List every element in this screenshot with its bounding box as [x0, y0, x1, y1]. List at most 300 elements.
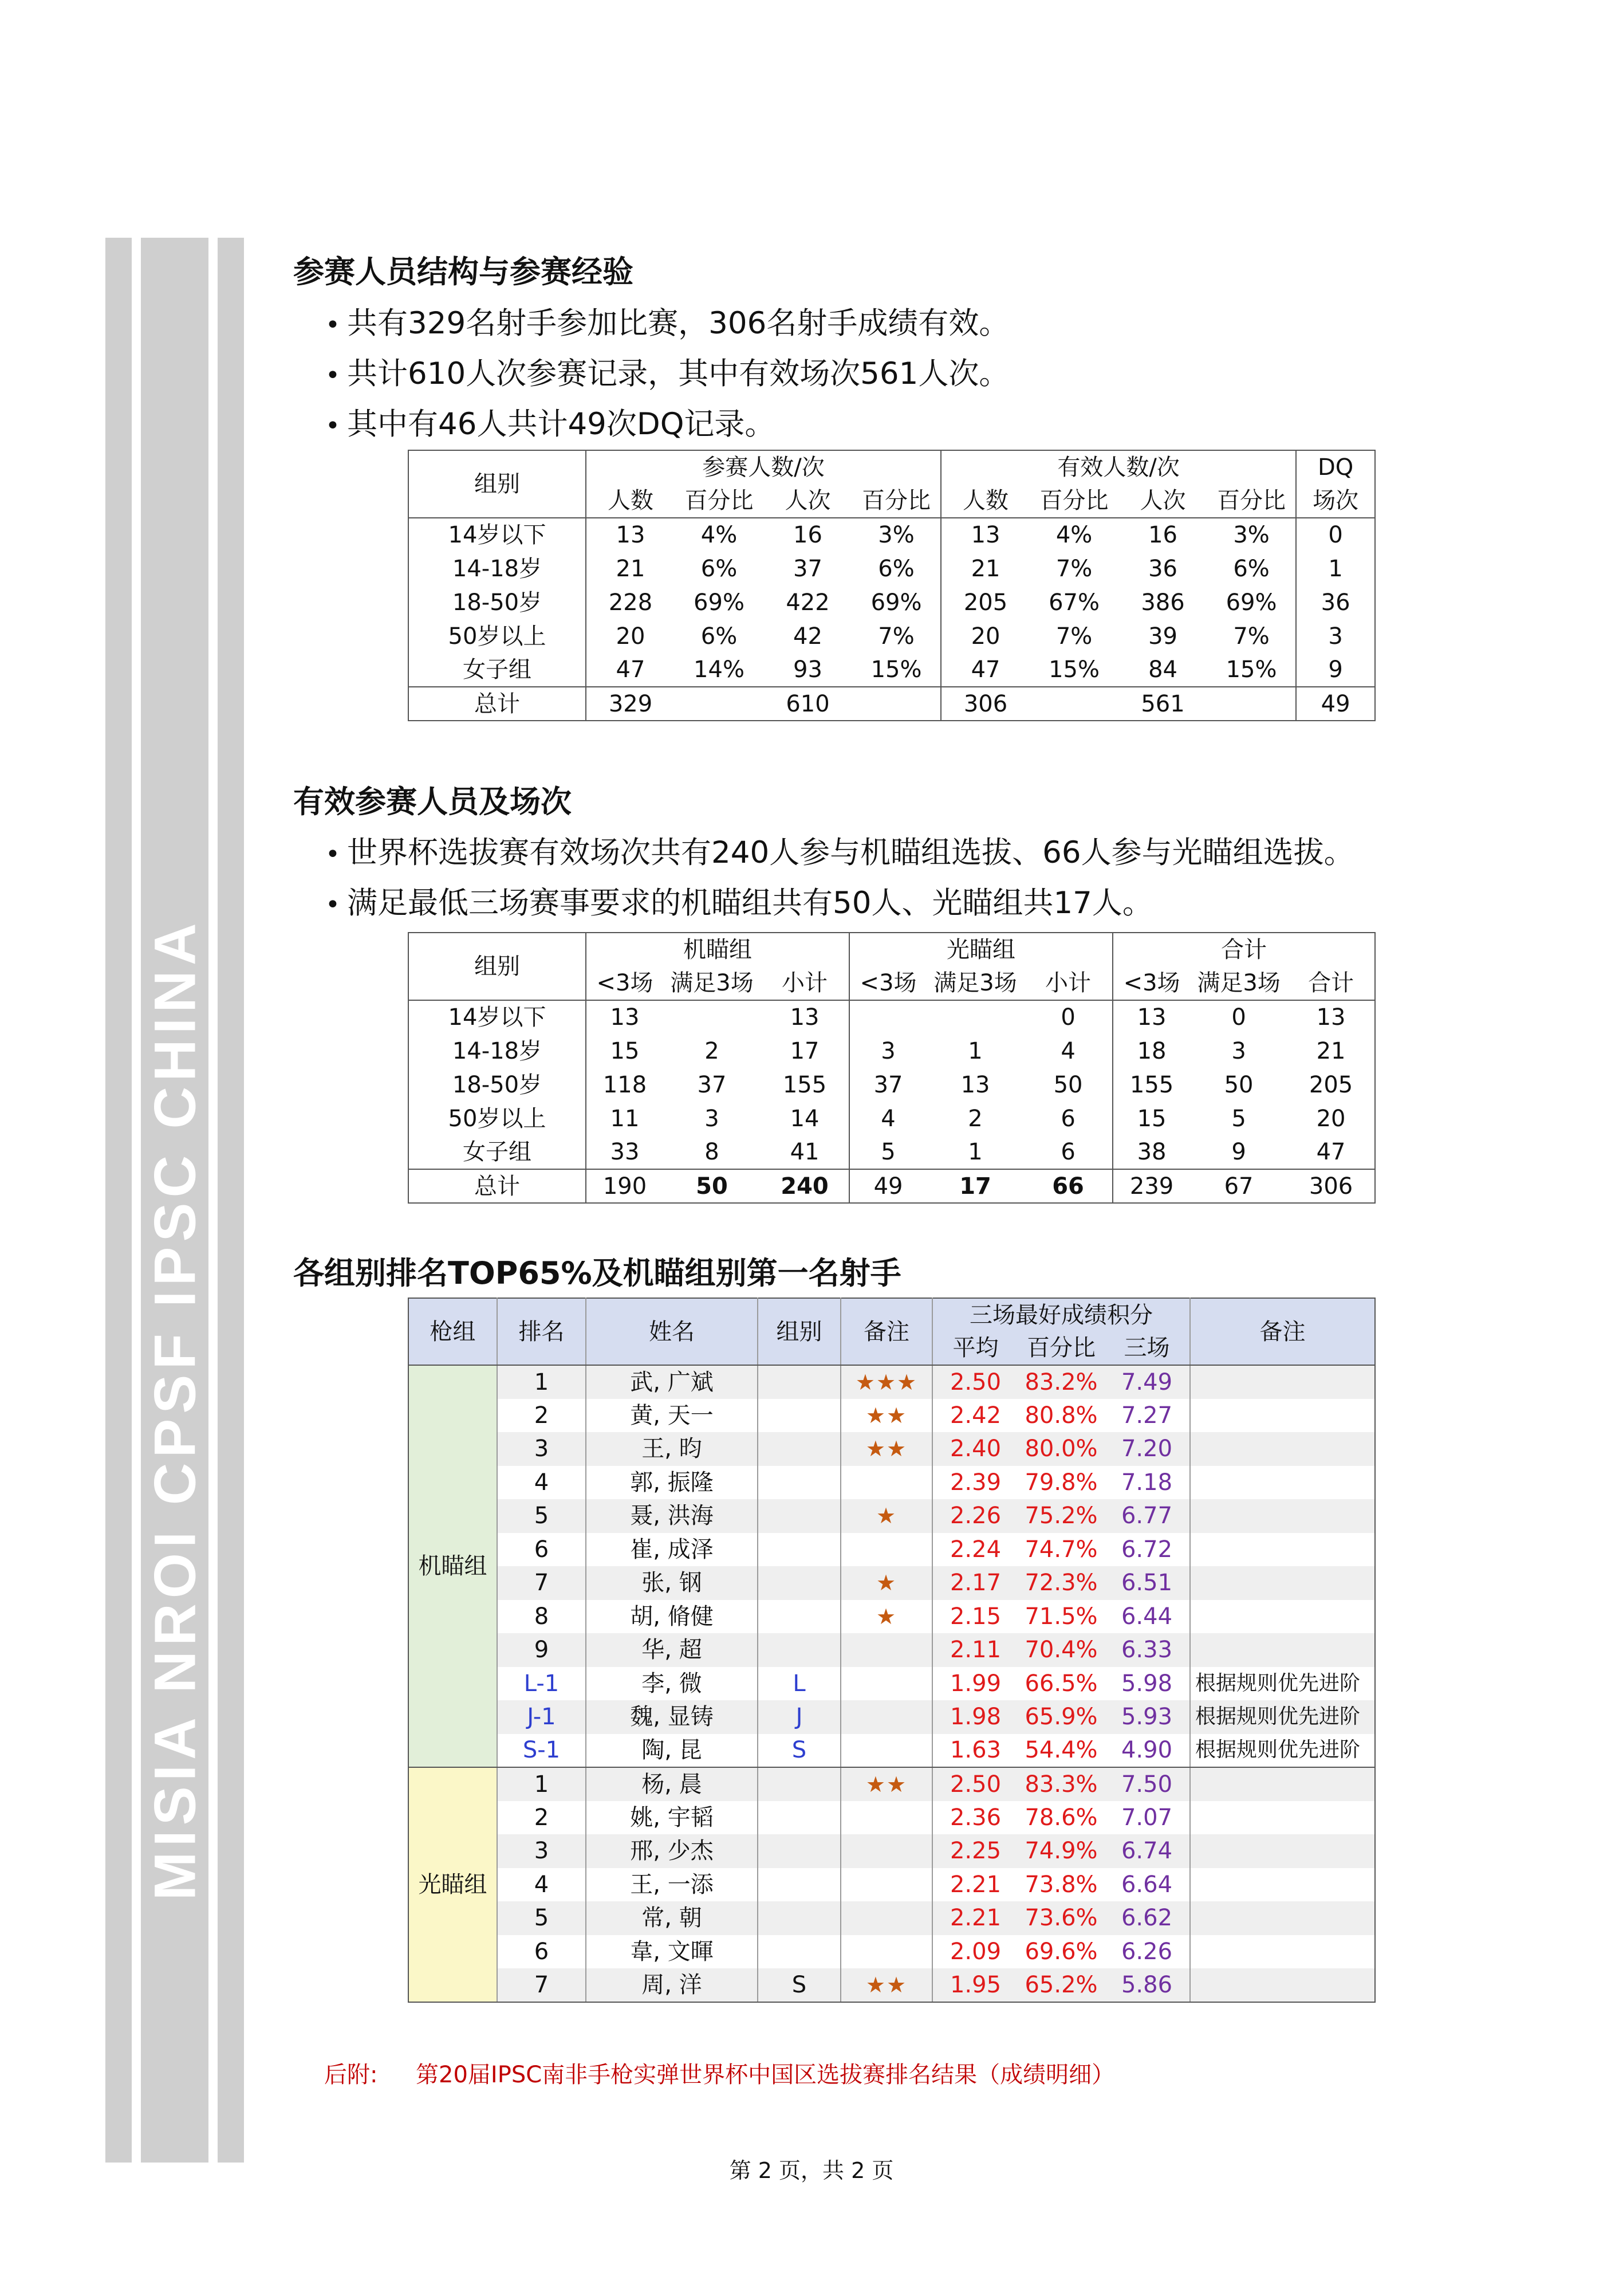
note-cell [1190, 1499, 1375, 1533]
rank-cell: 4 [497, 1868, 586, 1902]
table-cell: 15 [1113, 1102, 1190, 1135]
table-cell: 38 [1113, 1135, 1190, 1169]
table-row [408, 1834, 1375, 1868]
table-cell: 155 [782, 1071, 827, 1098]
shooter-name: 华, 超 [586, 1633, 758, 1667]
header-sum: 合计 [1113, 933, 1375, 966]
row-label: 18-50岁 [452, 1071, 542, 1098]
star-rating-icon [841, 1801, 932, 1835]
total-cell: 306 [1309, 1173, 1353, 1200]
shooter-name: 张, 钢 [586, 1566, 758, 1600]
table-cell: 15% [1049, 656, 1100, 683]
note-cell [1190, 1533, 1375, 1567]
three-score: 5.98 [1121, 1670, 1173, 1697]
three-score: 7.50 [1104, 1767, 1190, 1801]
table-cell: 3 [1296, 619, 1375, 653]
star-rating-icon [841, 1667, 932, 1701]
table-row [408, 518, 1375, 552]
row-label: 50岁以上 [448, 1105, 546, 1132]
shooter-name: 崔, 成泽 [586, 1533, 758, 1567]
avg-score: 2.15 [932, 1600, 1018, 1634]
table-cell: 15% [870, 656, 922, 683]
table-cell: 3 [1231, 1037, 1246, 1064]
table-row [408, 1399, 1375, 1433]
category-cell [758, 1834, 841, 1868]
table-cell [849, 1000, 927, 1034]
bullet-item [325, 400, 1009, 450]
table-cell: 37 [697, 1071, 727, 1098]
note-cell [1190, 1633, 1375, 1667]
table-cell: 13 [586, 518, 675, 552]
row-label: 14-18岁 [452, 555, 542, 582]
table-cell: 8 [704, 1139, 719, 1165]
total-cell: 561 [1141, 690, 1185, 717]
table-row [408, 1600, 1375, 1634]
table-cell: 4% [1055, 522, 1093, 548]
subheader: 人数 [941, 484, 1030, 518]
avg-score: 2.17 [932, 1566, 1018, 1600]
table-row [408, 1566, 1375, 1600]
table-row [408, 1499, 1375, 1533]
table-cell: 20 [586, 619, 675, 653]
total-cell: 17 [959, 1173, 991, 1200]
table-cell: 13 [790, 1004, 820, 1031]
ranking-table [408, 1298, 1376, 2003]
row-label: 14岁以下 [448, 1004, 546, 1031]
bullet-icon: • [325, 310, 340, 340]
table-cell: 50 [1053, 1071, 1083, 1098]
note-cell: 根据规则优先进阶 [1190, 1700, 1375, 1734]
table-cell: 15 [586, 1034, 663, 1068]
table-cell: 0 [1061, 1004, 1076, 1031]
table-cell: 42 [793, 623, 822, 650]
bullet-icon: • [325, 361, 340, 390]
subheader: 合计 [1287, 966, 1375, 1000]
pct-score: 83.2% [1018, 1365, 1104, 1399]
total-cell: 239 [1113, 1169, 1190, 1203]
avg-score: 2.42 [932, 1399, 1018, 1433]
table-cell: 33 [586, 1135, 663, 1169]
bullet-item [325, 349, 1009, 400]
header-dq-sub: 场次 [1296, 484, 1375, 518]
appendix-label: 后附: [324, 2062, 378, 2088]
table-cell: 4 [849, 1102, 927, 1135]
table-cell: 50 [1224, 1071, 1254, 1098]
table-cell: 118 [586, 1068, 663, 1102]
three-score: 6.62 [1104, 1901, 1190, 1935]
pct-score: 73.6% [1018, 1901, 1104, 1935]
subheader: 百分比 [852, 484, 941, 518]
subheader: <3场 [1113, 966, 1190, 1000]
table-cell: 7% [1233, 623, 1270, 650]
star-rating-icon: ★★ [841, 1767, 932, 1801]
shooter-name: 常, 朝 [586, 1901, 758, 1935]
bullet-text: 共有329名射手参加比赛，306名射手成绩有效。 [347, 306, 1010, 341]
table-cell: 155 [1113, 1068, 1190, 1102]
three-score: 7.07 [1121, 1804, 1173, 1831]
table-row [408, 1068, 1375, 1102]
table-cell: 16 [793, 522, 822, 548]
shooter-name: 王, 昀 [586, 1432, 758, 1466]
table-cell: 47 [1316, 1139, 1346, 1165]
category-cell [758, 1466, 841, 1500]
header-avg: 平均 [932, 1332, 1018, 1366]
three-score: 6.26 [1121, 1938, 1173, 1965]
bullet-text: 其中有46人共计49次DQ记录。 [347, 407, 775, 442]
table-cell: 36 [1296, 585, 1375, 619]
avg-score: 2.39 [932, 1466, 1018, 1500]
shooter-name: 黄, 天一 [586, 1399, 758, 1433]
shooter-name: 聂, 洪海 [586, 1499, 758, 1533]
table-cell: 6 [1061, 1105, 1076, 1132]
pct-score: 70.4% [1018, 1633, 1104, 1667]
note-cell [1190, 1868, 1375, 1902]
header-group: 组别 [408, 933, 586, 1000]
table-cell: 4 [1061, 1037, 1076, 1064]
note-cell [1190, 1935, 1375, 1969]
table-cell: 67% [1049, 589, 1100, 616]
shooter-name: 李, 微 [586, 1667, 758, 1701]
shooter-name: 郭, 振隆 [586, 1466, 758, 1500]
avg-score: 2.40 [932, 1432, 1018, 1466]
category-cell [758, 1432, 841, 1466]
subheader: 人次 [763, 484, 852, 518]
category-cell: S [758, 1734, 841, 1768]
table-cell: 2 [968, 1105, 983, 1132]
table-cell: 7% [878, 623, 915, 650]
pct-score: 65.9% [1018, 1700, 1104, 1734]
total-cell: 610 [786, 690, 830, 717]
shooter-name: 韋, 文暉 [586, 1935, 758, 1969]
table-cell: 205 [1309, 1071, 1353, 1098]
section3-title: 各组别排名TOP65%及机瞄组别第一名射手 [293, 1255, 901, 1291]
table-row [408, 1365, 1375, 1399]
table-row [408, 1801, 1375, 1835]
table-cell: 6% [878, 555, 915, 582]
pct-score: 75.2% [1018, 1499, 1104, 1533]
pct-score: 54.4% [1018, 1734, 1104, 1768]
table-row [408, 1734, 1375, 1768]
sidebar-vertical-label: MISIA NROI CPSF IPSC CHINA [142, 918, 208, 1901]
note-cell [1190, 1801, 1375, 1835]
row-label: 女子组 [463, 1139, 531, 1165]
table-cell: 21 [941, 552, 1030, 585]
shooter-name: 魏, 显铸 [586, 1700, 758, 1734]
table-cell: 84 [1148, 656, 1177, 683]
table-cell: 15% [1226, 656, 1277, 683]
table-cell: 3 [849, 1034, 927, 1068]
three-score: 5.86 [1104, 1968, 1190, 2002]
total-cell: 67 [1224, 1173, 1254, 1200]
total-cell: 49 [849, 1169, 927, 1203]
row-label: 50岁以上 [448, 623, 546, 650]
rank-cell: 7 [497, 1968, 586, 2002]
header-name: 姓名 [586, 1298, 758, 1365]
participants-table [408, 450, 1376, 721]
table-cell: 20 [1316, 1105, 1346, 1132]
division-label: 机瞄组 [408, 1365, 497, 1767]
table-cell: 37 [793, 555, 822, 582]
table-cell: 6% [700, 623, 738, 650]
avg-score: 2.09 [932, 1935, 1018, 1969]
subheader: 人数 [586, 484, 675, 518]
note-cell [1190, 1432, 1375, 1466]
table-cell: 36 [1148, 555, 1177, 582]
three-score: 7.18 [1121, 1469, 1173, 1496]
rank-cell: 8 [497, 1600, 586, 1634]
three-score: 6.51 [1104, 1566, 1190, 1600]
page-footer: 第 2 页，共 2 页 [729, 2158, 894, 2183]
category-cell [758, 1566, 841, 1600]
rank-cell: 2 [497, 1399, 586, 1433]
subheader: <3场 [849, 966, 927, 1000]
note-cell [1190, 1968, 1375, 2002]
star-rating-icon [841, 1901, 932, 1935]
table-row [408, 1432, 1375, 1466]
rank-cell: 6 [497, 1533, 586, 1567]
table-cell: 93 [793, 656, 822, 683]
table-cell: 4% [700, 522, 738, 548]
star-rating-icon: ★★★ [841, 1365, 932, 1399]
pct-score: 80.8% [1025, 1402, 1098, 1429]
subheader: 百分比 [1207, 484, 1296, 518]
star-rating-icon [841, 1466, 932, 1500]
rank-cell: L-1 [497, 1667, 586, 1701]
star-rating-icon: ★ [841, 1600, 932, 1634]
participants-table-body [408, 518, 1375, 687]
total-cell: 50 [696, 1173, 728, 1200]
bullet-text: 满足最低三场赛事要求的机瞄组共有50人、光瞄组共17人。 [347, 886, 1153, 921]
shooter-name: 武, 广斌 [586, 1365, 758, 1399]
subheader: 百分比 [675, 484, 763, 518]
table-cell: 1 [968, 1139, 983, 1165]
table-cell: 14 [790, 1105, 820, 1132]
header-best3: 三场最好成绩积分 [932, 1298, 1190, 1332]
table-cell: 17 [790, 1037, 820, 1064]
category-cell [758, 1767, 841, 1801]
table-cell: 16 [1148, 522, 1177, 548]
pct-score: 72.3% [1018, 1566, 1104, 1600]
table-row [408, 1767, 1375, 1801]
header-entered: 参赛人数/次 [586, 450, 941, 484]
row-label: 女子组 [463, 656, 531, 683]
sidebar-bar-left [105, 238, 132, 2163]
three-score: 7.20 [1104, 1432, 1190, 1466]
category-cell [758, 1365, 841, 1399]
table-cell: 11 [586, 1102, 663, 1135]
star-rating-icon [841, 1734, 932, 1768]
subheader: 满足3场 [1190, 966, 1287, 1000]
table-cell: 69% [694, 589, 744, 616]
avg-score: 2.26 [932, 1499, 1018, 1533]
table-cell: 6% [1233, 555, 1270, 582]
star-rating-icon: ★★ [841, 1968, 932, 2002]
subheader: 小计 [761, 966, 849, 1000]
star-rating-icon [841, 1868, 932, 1902]
category-cell [758, 1801, 841, 1835]
header-category: 组别 [758, 1298, 841, 1365]
pct-score: 65.2% [1018, 1968, 1104, 2002]
header-remark: 备注 [841, 1298, 932, 1365]
table-row [408, 1935, 1375, 1969]
total-label: 总计 [474, 1173, 520, 1200]
section2-bullets [325, 828, 1354, 929]
total-cell: 190 [586, 1169, 663, 1203]
table-cell: 13 [941, 518, 1030, 552]
note-cell [1190, 1365, 1375, 1399]
table-cell: 20 [941, 619, 1030, 653]
rank-cell: 5 [497, 1499, 586, 1533]
total-label: 总计 [474, 690, 520, 717]
sidebar-vertical-text [142, 828, 208, 1991]
rank-cell: J-1 [497, 1700, 586, 1734]
sidebar-bar-right [218, 238, 244, 2163]
note-cell [1190, 1767, 1375, 1801]
table-row [408, 1633, 1375, 1667]
table-row [408, 585, 1375, 619]
category-cell [758, 1935, 841, 1969]
category-cell: S [758, 1968, 841, 2002]
table-cell: 3% [1233, 522, 1270, 548]
table-row [408, 1533, 1375, 1567]
row-label: 14岁以下 [448, 522, 546, 548]
table-row [408, 1868, 1375, 1902]
category-cell: J [758, 1700, 841, 1734]
rank-cell: 9 [497, 1633, 586, 1667]
header-opt: 光瞄组 [849, 933, 1113, 966]
category-cell [758, 1399, 841, 1433]
category-cell [758, 1868, 841, 1902]
avg-score: 2.36 [932, 1801, 1018, 1835]
header-three: 三场 [1104, 1332, 1190, 1366]
ranking-optical-body [408, 1767, 1375, 2002]
subheader: 满足3场 [663, 966, 761, 1000]
avg-score: 2.21 [932, 1868, 1018, 1902]
table-cell: 21 [586, 552, 675, 585]
star-rating-icon: ★ [841, 1566, 932, 1600]
avg-score: 1.63 [932, 1734, 1018, 1768]
rank-cell: 6 [497, 1935, 586, 1969]
pct-score: 74.9% [1018, 1834, 1104, 1868]
header-valid: 有效人数/次 [941, 450, 1296, 484]
avg-score: 2.25 [932, 1834, 1018, 1868]
table-cell: 422 [786, 589, 830, 616]
table-row [408, 653, 1375, 687]
rank-cell: 1 [497, 1365, 586, 1399]
section1-title: 参赛人员结构与参赛经验 [293, 254, 633, 290]
avg-score: 2.50 [932, 1365, 1018, 1399]
avg-score: 1.95 [932, 1968, 1018, 2002]
pct-score: 69.6% [1025, 1938, 1098, 1965]
three-score: 4.90 [1104, 1734, 1190, 1768]
table-cell: 9 [1231, 1139, 1246, 1165]
total-cell: 240 [781, 1173, 829, 1200]
ranking-machine-body [408, 1365, 1375, 1767]
pct-score: 74.7% [1025, 1536, 1098, 1563]
table-cell [663, 1000, 761, 1034]
subheader: 小计 [1024, 966, 1113, 1000]
header-group: 组别 [408, 450, 586, 518]
appendix-link[interactable]: 第20届IPSC南非手枪实弹世界杯中国区选拔赛排名结果（成绩明细） [416, 2062, 1115, 2088]
header-dq: DQ [1296, 450, 1375, 484]
pct-score: 66.5% [1025, 1670, 1098, 1697]
bullet-icon: • [325, 840, 340, 869]
table-cell: 2 [704, 1037, 719, 1064]
note-cell [1190, 1399, 1375, 1433]
row-label: 18-50岁 [452, 589, 542, 616]
category-cell [758, 1633, 841, 1667]
star-rating-icon [841, 1633, 932, 1667]
note-cell [1190, 1600, 1375, 1634]
table-row [408, 1700, 1375, 1734]
table-cell: 0 [1231, 1004, 1246, 1031]
table-cell: 386 [1141, 589, 1185, 616]
table-row [408, 552, 1375, 585]
table-cell: 0 [1296, 518, 1375, 552]
three-score: 5.93 [1104, 1700, 1190, 1734]
table-row [408, 1901, 1375, 1935]
shooter-name: 王, 一添 [586, 1868, 758, 1902]
table-cell: 13 [1113, 1000, 1190, 1034]
table-row [408, 1466, 1375, 1500]
three-score: 6.72 [1121, 1536, 1173, 1563]
rank-cell: 3 [497, 1432, 586, 1466]
header-rank: 排名 [497, 1298, 586, 1365]
three-score: 7.49 [1104, 1365, 1190, 1399]
pct-score: 78.6% [1025, 1804, 1098, 1831]
rank-cell: 4 [497, 1466, 586, 1500]
table-cell: 9 [1296, 653, 1375, 687]
rank-cell: 5 [497, 1901, 586, 1935]
table-row [408, 1667, 1375, 1701]
note-cell [1190, 1466, 1375, 1500]
table-cell: 69% [1226, 589, 1277, 616]
table-cell: 39 [1148, 623, 1177, 650]
note-cell: 根据规则优先进阶 [1190, 1734, 1375, 1768]
pct-score: 73.8% [1025, 1871, 1098, 1898]
avg-score: 2.11 [932, 1633, 1018, 1667]
category-cell [758, 1533, 841, 1567]
bullet-item [325, 299, 1009, 349]
avg-score: 2.50 [932, 1767, 1018, 1801]
header-pct: 百分比 [1018, 1332, 1104, 1366]
three-score: 7.27 [1121, 1402, 1173, 1429]
note-cell [1190, 1834, 1375, 1868]
total-cell: 66 [1052, 1173, 1084, 1200]
valid-participants-table-body [408, 1000, 1375, 1169]
section2-title: 有效参赛人员及场次 [293, 784, 572, 820]
table-cell: 7% [1055, 555, 1093, 582]
header-note: 备注 [1190, 1298, 1375, 1365]
table-cell: 69% [870, 589, 922, 616]
table-cell: 7% [1055, 623, 1093, 650]
header-division: 枪组 [408, 1298, 497, 1365]
subheader: 人次 [1118, 484, 1207, 518]
shooter-name: 胡, 脩健 [586, 1600, 758, 1634]
table-cell: 14% [694, 656, 744, 683]
bullet-icon: • [325, 890, 340, 919]
table-row [408, 1034, 1375, 1068]
table-row [408, 619, 1375, 653]
note-cell: 根据规则优先进阶 [1190, 1667, 1375, 1701]
shooter-name: 周, 洋 [586, 1968, 758, 2002]
rank-cell: 1 [497, 1767, 586, 1801]
table-cell: 37 [849, 1068, 927, 1102]
row-label: 14-18岁 [452, 1037, 542, 1064]
table-cell: 47 [586, 653, 675, 687]
three-score: 6.44 [1121, 1603, 1173, 1630]
category-cell [758, 1901, 841, 1935]
